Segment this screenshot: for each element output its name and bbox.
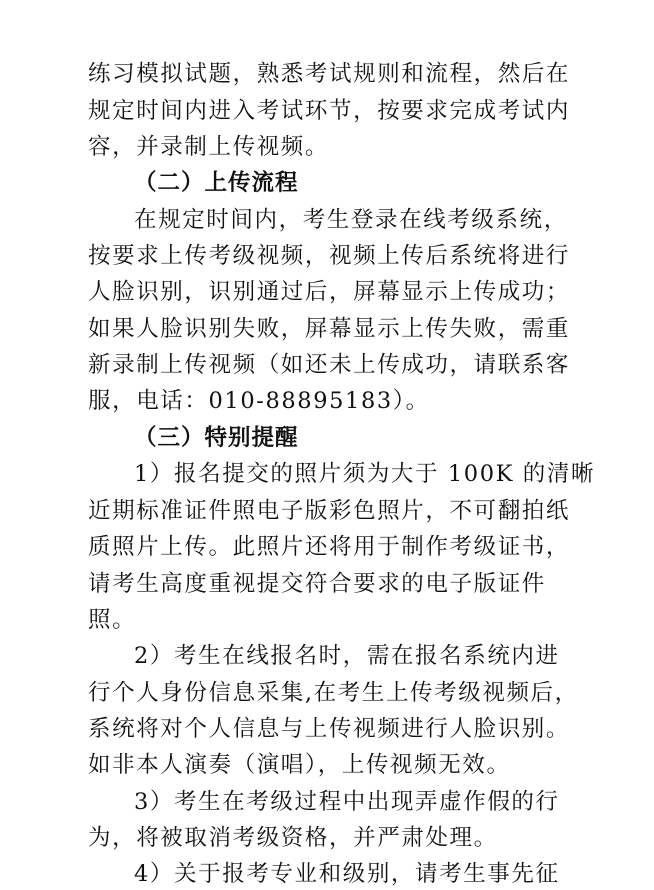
section-heading-special-reminder: （三）特别提醒 bbox=[134, 425, 299, 451]
paragraph-line: 3）考生在考级过程中出现弄虚作假的行 bbox=[134, 789, 560, 815]
paragraph-line: 新录制上传视频（如还未上传成功，请联系客 bbox=[88, 352, 571, 378]
paragraph-line: 容，并录制上传视频。 bbox=[88, 134, 330, 160]
paragraph-line: 规定时间内进入考试环节，按要求完成考试内 bbox=[88, 98, 571, 124]
paragraph-line: 近期标准证件照电子版彩色照片，不可翻拍纸 bbox=[88, 498, 571, 524]
paragraph-line: 如果人脸识别失败，屏幕显示上传失败，需重 bbox=[88, 316, 571, 342]
paragraph-line: 如非本人演奏（演唱），上传视频无效。 bbox=[88, 752, 511, 778]
paragraph-line: 照。 bbox=[88, 607, 137, 633]
paragraph-line: 按要求上传考级视频，视频上传后系统将进行 bbox=[88, 243, 571, 269]
section-heading-upload-process: （二）上传流程 bbox=[134, 170, 299, 196]
paragraph-line: 在规定时间内，考生登录在线考级系统， bbox=[134, 207, 568, 233]
paragraph-line: 为，将被取消考级资格，并严肃处理。 bbox=[88, 825, 498, 851]
paragraph-line: 质照片上传。此照片还将用于制作考级证书， bbox=[88, 534, 571, 560]
paragraph-line: 练习模拟试题，熟悉考试规则和流程，然后在 bbox=[88, 61, 571, 87]
paragraph-line: 1）报名提交的照片须为大于 100K 的清晰 bbox=[134, 461, 596, 487]
paragraph-line: 行个人身份信息采集,在考生上传考级视频后， bbox=[88, 680, 579, 706]
paragraph-line: 请考生高度重视提交符合要求的电子版证件 bbox=[88, 571, 546, 597]
paragraph-line: 2）考生在线报名时，需在报名系统内进 bbox=[134, 643, 560, 669]
paragraph-line: 人脸识别，识别通过后，屏幕显示上传成功； bbox=[88, 279, 571, 305]
paragraph-line: 4）关于报考专业和级别，请考生事先征 bbox=[134, 861, 560, 887]
paragraph-line: 系统将对个人信息与上传视频进行人脸识别。 bbox=[88, 716, 571, 742]
paragraph-line: 服，电话：010-88895183）。 bbox=[88, 388, 430, 414]
